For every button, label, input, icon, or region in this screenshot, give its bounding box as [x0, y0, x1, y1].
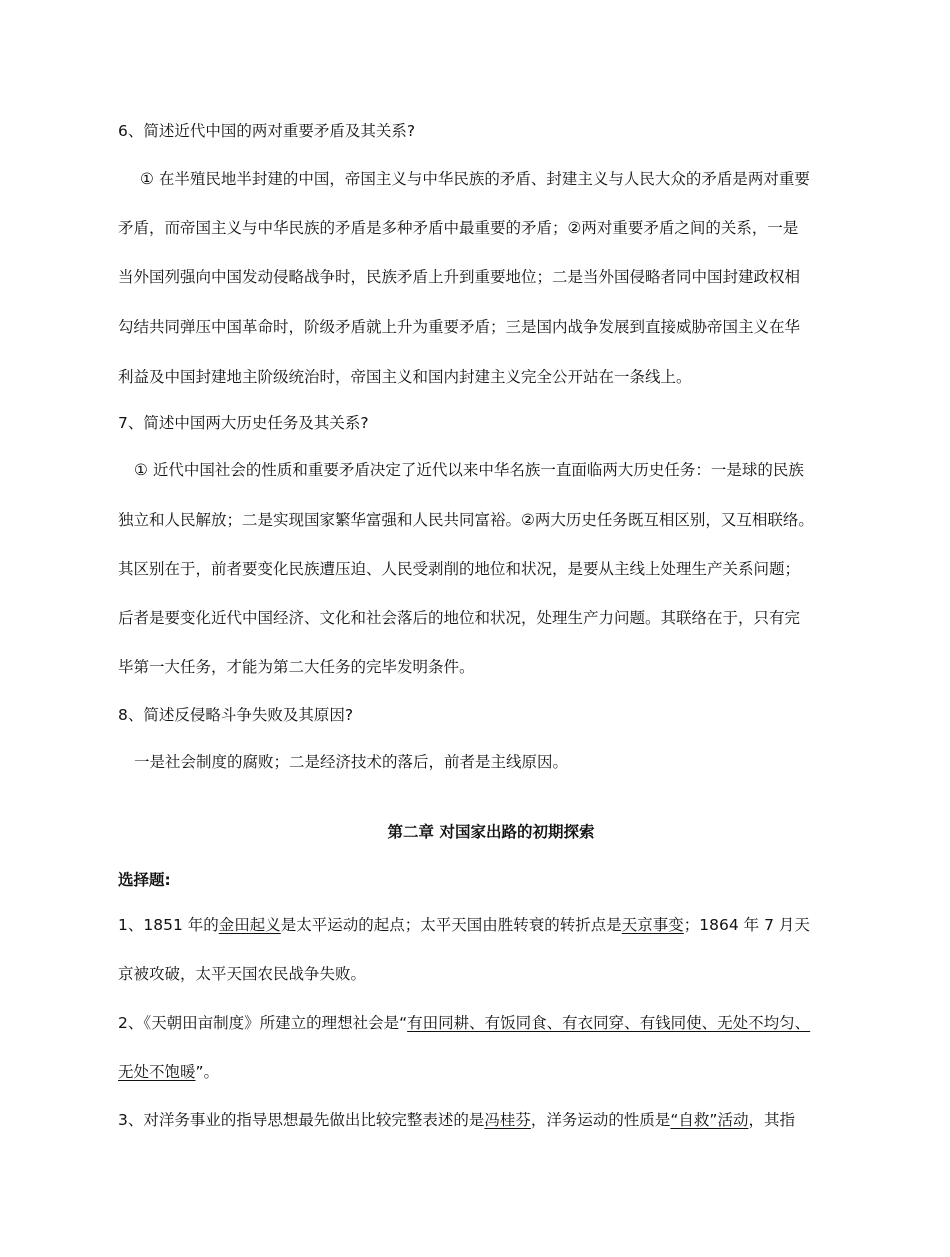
chapter-heading: 第二章 对国家出路的初期探索 [387, 823, 595, 841]
question-6-answer-line: 勾结共同弹压中国革命时，阶级矛盾就上升为重要矛盾；三是国内战争发展到直接威胁帝国主义在华 [118, 318, 801, 336]
question-7-answer-line: 其区别在于，前者要变化民族遭压迫、人民受剥削的地位和状况，是要从主线上处理生产关系问题； [118, 560, 801, 578]
underlined-answer: 冯桂芬 [484, 1111, 531, 1129]
underlined-answer: 金田起义 [218, 916, 281, 934]
item-text: 2、《天朝田亩制度》所建立的理想社会是“ [118, 1014, 408, 1032]
underlined-answer: 天京事变 [621, 916, 684, 934]
item-text: 是太平运动的起点；太平天国由胜转衰的转折点是 [280, 916, 622, 934]
item-text: ；1864 年 7 月天 [683, 916, 810, 934]
choice-item-1-continued: 京被攻破，太平天国农民战争失败。 [118, 965, 367, 983]
underlined-answer: 无处不饱暖 [118, 1063, 196, 1081]
item-text: 3、对洋务事业的指导思想最先做出比较完整表述的是 [118, 1111, 485, 1129]
section-label: 选择题: [118, 871, 171, 889]
item-text: ，其指 [748, 1111, 795, 1129]
choice-item-3 [118, 1109, 795, 1131]
question-6-answer-line: ① 在半殖民地半封建的中国，帝国主义与中华民族的矛盾、封建主义与人民大众的矛盾是两对重要 [140, 170, 810, 188]
question-6-answer-line: 当外国列强向中国发动侵略战争时，民族矛盾上升到重要地位；二是当外国侵略者同中国封建政权相 [118, 268, 801, 286]
question-6-answer-line: 矛盾，而帝国主义与中华民族的矛盾是多种矛盾中最重要的矛盾；②两对重要矛盾之间的关系，一是 [118, 219, 799, 237]
underlined-answer: “自救”活动 [670, 1111, 749, 1129]
choice-item-2 [118, 1012, 810, 1034]
item-text: ，洋务运动的性质是 [530, 1111, 671, 1129]
item-text: ”。 [195, 1063, 220, 1081]
question-7-answer-line: 毕第一大任务，才能为第二大任务的完毕发明条件。 [118, 658, 475, 676]
question-7-answer-line: 独立和人民解放；二是实现国家繁华富强和人民共同富裕。②两大历史任务既互相区别，又互相联络。 [118, 511, 814, 529]
item-text: 1、1851 年的 [118, 916, 219, 934]
question-6-answer-line: 利益及中国封建地主阶级统治时，帝国主义和国内封建主义完全公开站在一条线上。 [118, 368, 692, 386]
question-8-answer-line: 一是社会制度的腐败；二是经济技术的落后，前者是主线原因。 [134, 753, 569, 771]
question-6-title: 6、简述近代中国的两对重要矛盾及其关系? [118, 122, 416, 140]
underlined-answer: 有田同耕、有饭同食、有衣同穿、有钱同使、无处不均匀、 [407, 1014, 811, 1032]
question-7-answer-line: 后者是要变化近代中国经济、文化和社会落后的地位和状况，处理生产力问题。其联络在于，只有完 [118, 609, 801, 627]
question-8-title: 8、简述反侵略斗争失败及其原因? [118, 706, 354, 724]
choice-item-2-continued [118, 1061, 219, 1083]
question-7-answer-line: ① 近代中国社会的性质和重要矛盾决定了近代以来中华名族一直面临两大历史任务：一是球的民族 [134, 461, 804, 479]
choice-item-1 [118, 914, 810, 936]
question-7-title: 7、简述中国两大历史任务及其关系? [118, 414, 369, 432]
